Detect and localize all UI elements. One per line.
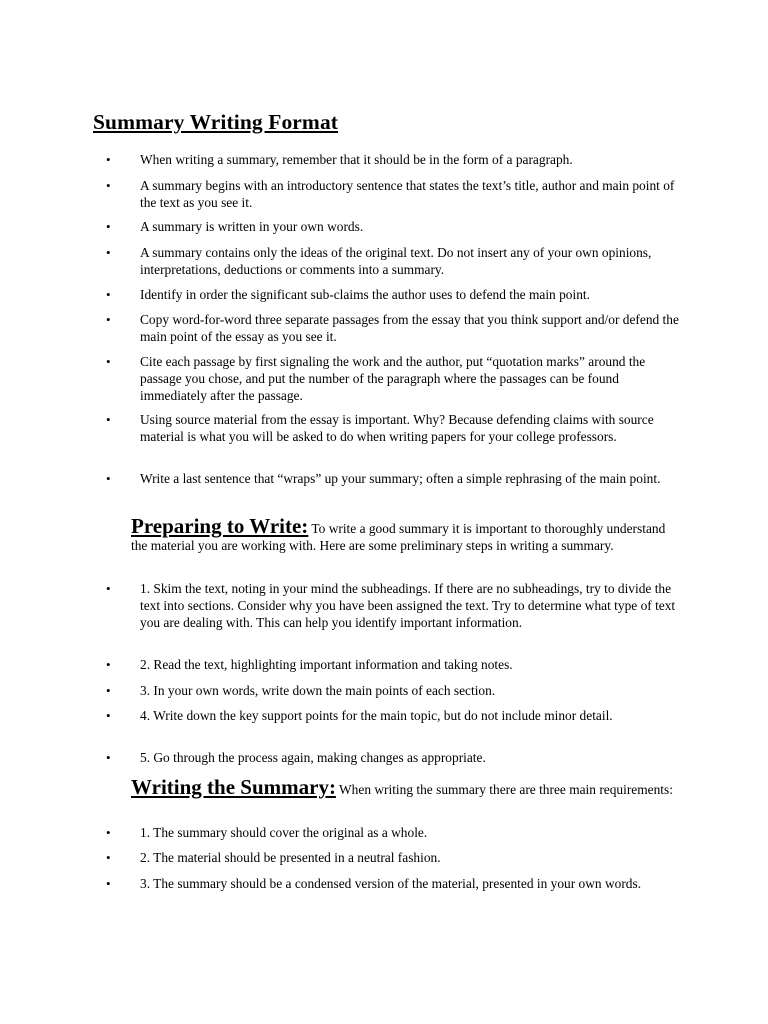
writing-section xyxy=(131,776,679,798)
list-item xyxy=(106,707,679,724)
list-item xyxy=(106,580,679,631)
list-item-text: 2. The material should be presented in a neutral fashion. xyxy=(140,850,441,865)
bullet-icon: • xyxy=(106,152,111,167)
list-item-text: 4. Write down the key support points for the main topic, but do not include minor detail. xyxy=(140,708,613,723)
list-item xyxy=(106,682,679,699)
list-item-text: Using source material from the essay is important. Why? Because defending claims with source material is what you will be asked to do when writing papers for your college professors. xyxy=(140,412,654,444)
bullet-icon: • xyxy=(106,354,111,369)
list-item xyxy=(106,286,679,303)
bullet-icon: • xyxy=(106,825,111,840)
bullet-icon: • xyxy=(106,876,111,891)
bullet-icon: • xyxy=(106,657,111,672)
list-item xyxy=(106,411,679,445)
list-item xyxy=(106,824,679,841)
bullet-icon: • xyxy=(106,708,111,723)
list-item-text: 3. In your own words, write down the main points of each section. xyxy=(140,683,496,698)
list-item-text: Write a last sentence that “wraps” up your summary; often a simple rephrasing of the main point. xyxy=(140,471,661,486)
bullet-icon: • xyxy=(106,287,111,302)
list-item-text: A summary contains only the ideas of the original text. Do not insert any of your own opinions, interpretations, deductions or comments into a summary. xyxy=(140,245,652,277)
page-title: Summary Writing Format xyxy=(93,110,339,134)
preparing-section xyxy=(131,515,679,554)
bullet-icon: • xyxy=(106,178,111,193)
list-item-text: 1. Skim the text, noting in your mind the subheadings. If there are no subheadings, try to divide the text into sections. Consider why you have been assigned the text. Try to determine what type of text you are dealing with. This can help you identify important information. xyxy=(140,581,676,630)
list-item-text: Identify in order the significant sub-claims the author uses to defend the main point. xyxy=(140,287,590,302)
writing-heading: Writing the Summary: xyxy=(131,775,336,799)
list-item-text: 5. Go through the process again, making changes as appropriate. xyxy=(140,750,486,765)
list-item-text: 2. Read the text, highlighting important information and taking notes. xyxy=(140,657,513,672)
bullet-icon: • xyxy=(106,683,111,698)
bullet-icon: • xyxy=(106,412,111,427)
list-item-text: When writing a summary, remember that it should be in the form of a paragraph. xyxy=(140,152,573,167)
bullet-icon: • xyxy=(106,245,111,260)
list-item xyxy=(106,749,679,766)
writing-intro: When writing the summary there are three main requirements: xyxy=(339,782,673,797)
list-item xyxy=(106,875,679,892)
bullet-icon: • xyxy=(106,581,111,596)
list-item-text: Cite each passage by first signaling the work and the author, put “quotation marks” around the passage you chose, and put the number of the paragraph where the passages can be found immediately after the passage. xyxy=(140,354,646,403)
bullet-icon: • xyxy=(106,850,111,865)
bullet-icon: • xyxy=(106,312,111,327)
bullet-icon: • xyxy=(106,471,111,486)
list-item xyxy=(106,353,679,404)
preparing-heading: Preparing to Write: xyxy=(131,514,309,538)
list-item-text: A summary is written in your own words. xyxy=(140,219,364,234)
list-item xyxy=(106,151,679,168)
list-item xyxy=(106,656,679,673)
list-item-text: 1. The summary should cover the original as a whole. xyxy=(140,825,428,840)
list-item xyxy=(106,244,679,278)
preparing-intro: To write a good summary it is important to thoroughly understand the material you are working with. Here are some preliminary steps in writing a summary. xyxy=(131,521,666,553)
list-item-text: 3. The summary should be a condensed version of the material, presented in your own words. xyxy=(140,876,642,891)
bullet-icon: • xyxy=(106,219,111,234)
list-item xyxy=(106,218,679,235)
bullet-icon: • xyxy=(106,750,111,765)
list-item-text: Copy word-for-word three separate passages from the essay that you think support and/or defend the main point of the essay as you see it. xyxy=(140,312,679,344)
list-item xyxy=(106,849,679,866)
list-item xyxy=(106,177,679,211)
list-item xyxy=(106,311,679,345)
list-item xyxy=(106,470,679,487)
list-item-text: A summary begins with an introductory sentence that states the text’s title, author and main point of the text as you see it. xyxy=(140,178,675,210)
